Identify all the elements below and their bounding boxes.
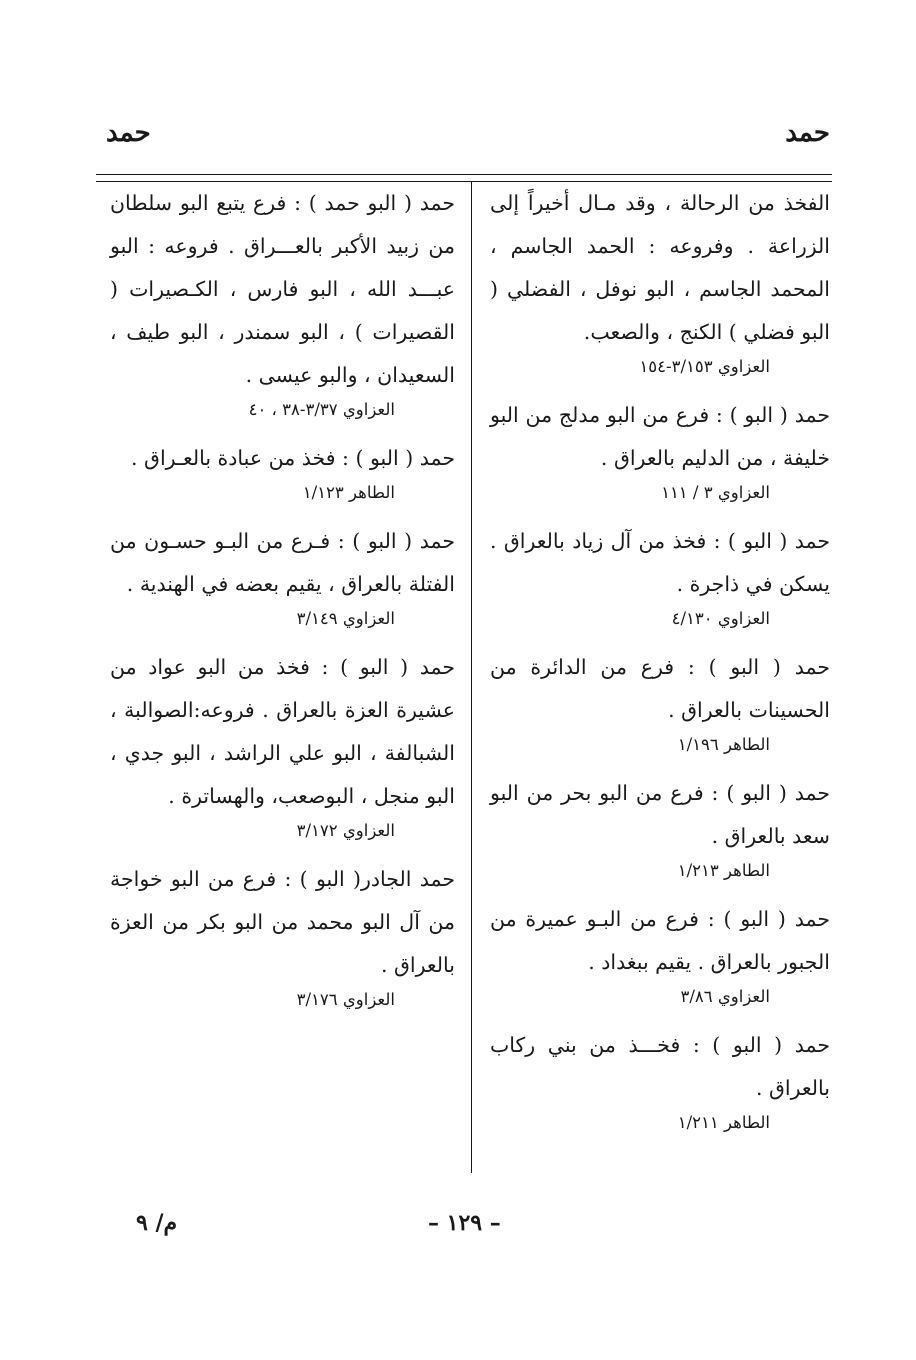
entry-text: حمد ( البو ) : فخـــذ من بني ركاب بالعراق .	[490, 1033, 830, 1100]
column-divider	[471, 181, 472, 1173]
entry-reference: العزاوي ٣/٨٦	[680, 987, 770, 1006]
right-column	[490, 182, 830, 1150]
entry-reference: الطاهر ١/١٩٦	[677, 735, 770, 754]
dictionary-entry	[490, 394, 830, 506]
entry-reference: الطاهر ١/٢١٣	[677, 861, 770, 880]
dictionary-entry	[110, 520, 455, 632]
entry-text: حمد ( البو ) : فـرع من البـو حسـون من الفتلة بالعراق ، يقيم بعضه في الهندية .	[110, 529, 455, 596]
dictionary-entry	[490, 1024, 830, 1136]
entry-text: حمد ( البو ) : فرع من البـو عميرة من الجبور بالعراق . يقيم ببغداد .	[490, 907, 830, 974]
entry-text: حمد ( البو ) : فرع من البو مدلج من البو خليفة ، من الدليم بالعراق .	[490, 403, 830, 470]
entry-reference: العزاوي ٣ / ١١١	[661, 483, 770, 502]
entry-reference: العزاوي ٣/٣٧-٣٨ ، ٤٠	[248, 400, 395, 419]
page-header-left: حمد	[106, 118, 151, 148]
header-rule-top	[96, 174, 832, 175]
continuation-entry	[490, 182, 830, 380]
dictionary-entry	[110, 858, 455, 1013]
left-column	[110, 182, 455, 1027]
dictionary-entry	[110, 646, 455, 844]
entry-text: حمد ( البو ) : فرع من الدائرة من الحسينات بالعراق .	[490, 655, 830, 722]
entry-text: حمد ( البو ) : فخذ من آل زياد بالعراق . يسكن في ذاجرة .	[490, 529, 830, 596]
dictionary-entry	[110, 437, 455, 506]
dictionary-entry	[490, 646, 830, 758]
entry-reference: العزاوي ٣/١٤٩	[296, 609, 395, 628]
entry-reference: العزاوي ٣/١٥٣-١٥٤	[639, 357, 770, 376]
entry-reference: الطاهر ١/٢١١	[677, 1113, 770, 1132]
entry-reference: العزاوي ٣/١٧٢	[296, 821, 395, 840]
dictionary-entry	[110, 182, 455, 423]
page-number: – ١٢٩ –	[428, 1210, 501, 1236]
entry-text: حمد ( البو ) : فخذ من البو عواد من عشيرة العزة بالعراق . فروعه:الصوالبة ، الشبالفة ، البو علي الراشد ، البو جدي ، البو منجل ، البوصعب، والهساترة .	[110, 655, 455, 808]
entry-text: الفخذ من الرحالة ، وقد مـال أخيراً إلى الزراعة . وفروعه : الحمد الجاسم ، المحمد الجاسم ، البو نوفل ، الفضلي ( البو فضلي ) الكنج ، والصعب.	[490, 191, 830, 344]
dictionary-entry	[490, 772, 830, 884]
entry-text: حمد ( البو ) : فخذ من عبادة بالعـراق .	[131, 446, 455, 470]
dictionary-entry	[490, 898, 830, 1010]
signature-mark: م/ ٩	[136, 1210, 178, 1236]
entry-reference: العزاوي ٤/١٣٠	[671, 609, 770, 628]
entry-reference: العزاوي ٣/١٧٦	[296, 990, 395, 1009]
entry-text: حمد ( البو ) : فرع من البو بحر من البو سعد بالعراق .	[490, 781, 830, 848]
entry-text: حمد الجادر( البو ) : فرع من البو خواجة من آل البو محمد من البو بكر من العزة بالعراق .	[110, 867, 455, 977]
entry-text: حمد ( البو حمد ) : فرع يتبع البو سلطان من زبيد الأكبر بالعـــراق . فروعه : البو عبـــد الله ، البو فارس ، الكـصيرات ( القصيرات ) ، البو سمندر ، البو طيف ، السعيدان ، والبو عيسى .	[110, 191, 455, 387]
entry-reference: الطاهر ١/١٢٣	[302, 483, 395, 502]
dictionary-entry	[490, 520, 830, 632]
page-header-right: حمد	[785, 118, 830, 148]
